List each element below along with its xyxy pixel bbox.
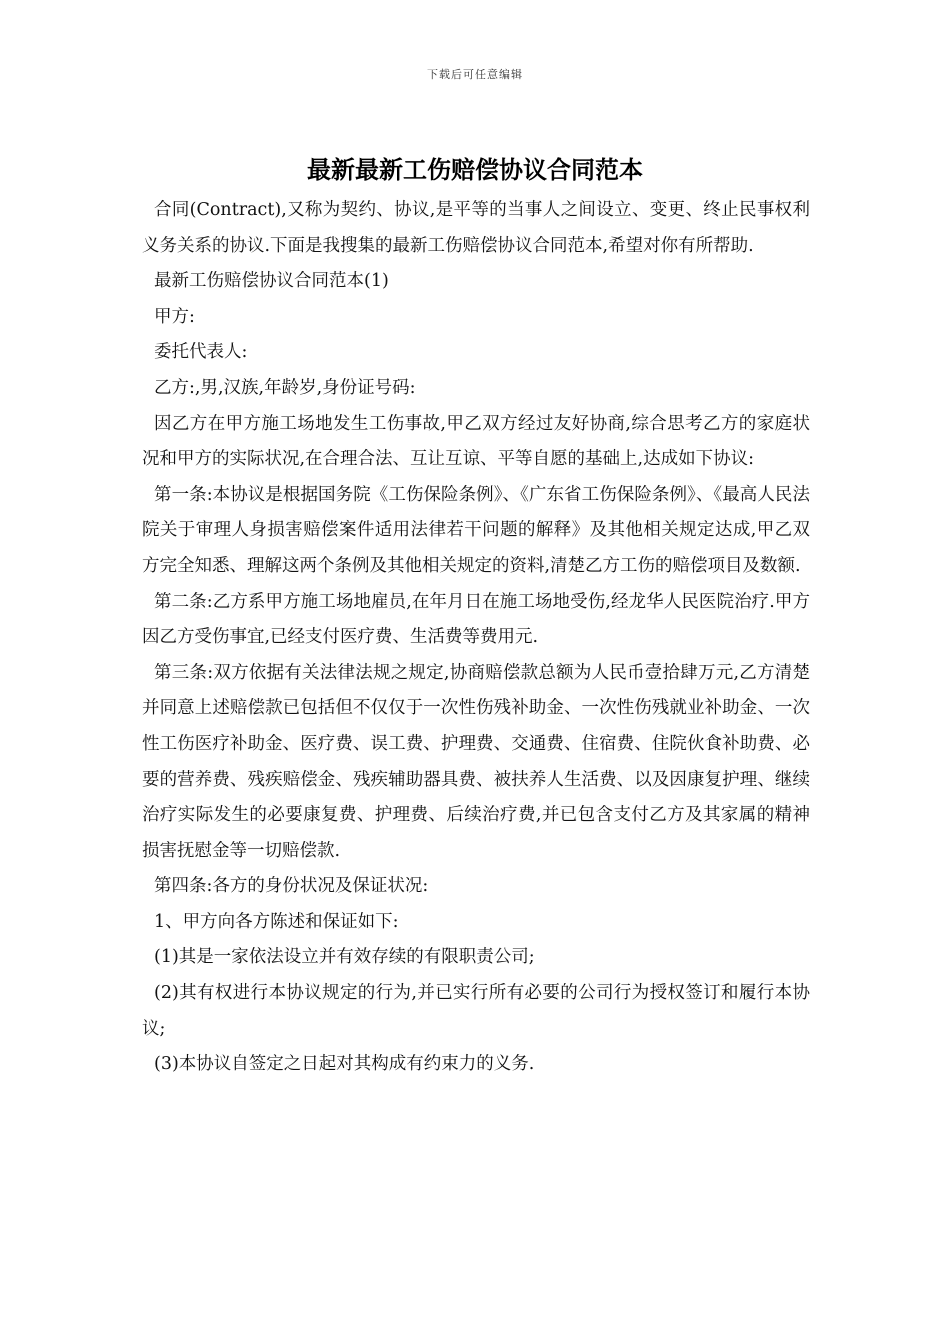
paragraph-party-b: 乙方:,男,汉族,年龄岁,身份证号码:: [154, 377, 416, 398]
paragraph-article-1: 第一条:本协议是根据国务院《工伤保险条例》、《广东省工伤保险条例》、《最高人民法院关于审理人身损害赔偿案件适用法律若干问题的解释》及其他相关规定达成,甲乙双方完全知悉、理解这两个条例及其他相关规定的资料,清楚乙方工伤的赔偿项目及数额.: [142, 484, 810, 576]
paragraph-article-2: 第二条:乙方系甲方施工场地雇员,在年月日在施工场地受伤,经龙华人民医院治疗.甲方因乙方受伤事宜,已经支付医疗费、生活费等费用元.: [142, 591, 810, 648]
document-body: [142, 193, 810, 1083]
paragraph-representative: 委托代表人:: [154, 342, 248, 363]
paragraph-item-1: 1、甲方向各方陈述和保证如下:: [154, 911, 399, 932]
document-title: 最新最新工伤赔偿协议合同范本: [307, 155, 643, 184]
paragraph-section-heading: 最新工伤赔偿协议合同范本(1): [154, 271, 389, 292]
paragraph-subitem-2: (2)其有权进行本协议规定的行为,并已实行所有必要的公司行为授权签订和履行本协议;: [142, 983, 810, 1039]
paragraph-preamble: 因乙方在甲方施工场地发生工伤事故,甲乙双方经过友好协商,综合思考乙方的家庭状况和甲方的实际状况,在合理合法、互让互谅、平等自愿的基础上,达成如下协议:: [142, 413, 810, 470]
paragraph-intro: 合同(Contract),又称为契约、协议,是平等的当事人之间设立、变更、终止民事权利义务关系的协议.下面是我搜集的最新工伤赔偿协议合同范本,希望对你有所帮助.: [142, 200, 810, 256]
header-note: 下载后可任意编辑: [427, 68, 523, 81]
paragraph-subitem-3: (3)本协议自签定之日起对其构成有约束力的义务.: [154, 1054, 535, 1075]
paragraph-article-4: 第四条:各方的身份状况及保证状况:: [154, 876, 429, 897]
paragraph-article-3: 第三条:双方依据有关法律法规之规定,协商赔偿款总额为人民币壹拾肆万元,乙方清楚并同意上述赔偿款已包括但不仅仅于一次性伤残补助金、一次性伤残就业补助金、一次性工伤医疗补助金、医疗费、误工费、护理费、交通费、住宿费、住院伙食补助费、必要的营养费、残疾赔偿金、残疾辅助器具费、被扶养人生活费、以及因康复护理、继续治疗实际发生的必要康复费、护理费、后续治疗费,并已包含支付乙方及其家属的精神损害抚慰金等一切赔偿款.: [142, 662, 810, 861]
paragraph-subitem-1: (1)其是一家依法设立并有效存续的有限职责公司;: [154, 947, 535, 968]
paragraph-party-a: 甲方:: [154, 306, 195, 327]
